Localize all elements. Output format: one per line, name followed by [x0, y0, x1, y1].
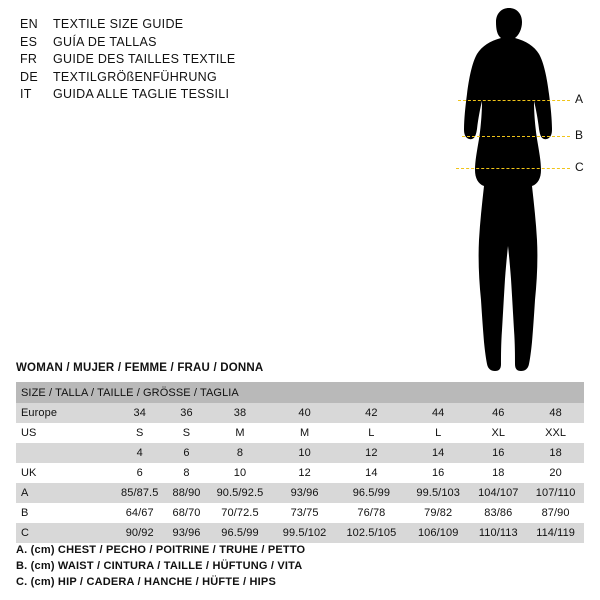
row-cell: 44 — [407, 403, 469, 423]
row-cell: 99.5/102 — [273, 523, 335, 543]
language-code: ES — [20, 34, 38, 49]
row-cell: 42 — [336, 403, 407, 423]
note-chest: A. (cm) CHEST / PECHO / POITRINE / TRUHE / PETTO — [16, 544, 306, 556]
table-caption: WOMAN / MUJER / FEMME / FRAU / DONNA — [16, 362, 264, 374]
row-cell: 93/96 — [166, 523, 206, 543]
table-header-row — [16, 382, 584, 403]
note-waist: B. (cm) WAIST / CINTURA / TAILLE / HÜFTUNG / VITA — [16, 560, 303, 572]
language-text: GUÍA DE TALLAS — [53, 34, 157, 49]
table-row — [16, 423, 584, 443]
language-row — [20, 86, 420, 104]
row-cell: 114/119 — [527, 523, 584, 543]
row-cell: L — [407, 423, 469, 443]
row-cell: 18 — [469, 463, 527, 483]
hip-measure-line — [456, 168, 570, 169]
language-text: GUIDE DES TAILLES TEXTILE — [53, 52, 236, 66]
row-cell: 14 — [336, 463, 407, 483]
row-cell: 36 — [166, 403, 206, 423]
language-text: TEXTILGRÖßENFÜHRUNG — [53, 69, 218, 84]
row-cell: 68/70 — [166, 503, 206, 523]
row-label — [16, 443, 113, 463]
row-cell: 12 — [336, 443, 407, 463]
row-cell: XXL — [527, 423, 584, 443]
row-cell: 34 — [113, 403, 166, 423]
table-row — [16, 443, 584, 463]
row-cell: M — [207, 423, 274, 443]
row-cell: 110/113 — [469, 523, 527, 543]
language-row — [20, 16, 420, 34]
row-label: Europe — [16, 403, 113, 423]
language-list — [20, 16, 420, 104]
row-cell: 10 — [273, 443, 335, 463]
language-code: FR — [20, 52, 38, 66]
row-cell: 6 — [113, 463, 166, 483]
row-cell: 73/75 — [273, 503, 335, 523]
row-cell: 20 — [527, 463, 584, 483]
note-hip: C. (cm) HIP / CADERA / HANCHE / HÜFTE / HIPS — [16, 576, 276, 588]
table-header-label: SIZE / TALLA / TAILLE / GRÖSSE / TAGLIA — [16, 382, 584, 403]
row-label: UK — [16, 463, 113, 483]
row-cell: 46 — [469, 403, 527, 423]
language-row — [20, 51, 420, 69]
language-row — [20, 69, 420, 87]
chest-measure-line — [458, 100, 570, 101]
row-cell: 99.5/103 — [407, 483, 469, 503]
row-cell: 96.5/99 — [207, 523, 274, 543]
language-code: DE — [20, 69, 38, 84]
silhouette-icon — [430, 8, 595, 373]
row-cell: 64/67 — [113, 503, 166, 523]
row-cell: S — [166, 423, 206, 443]
row-cell: 85/87.5 — [113, 483, 166, 503]
row-label: US — [16, 423, 113, 443]
row-cell: 90.5/92.5 — [207, 483, 274, 503]
row-cell: 88/90 — [166, 483, 206, 503]
row-cell: XL — [469, 423, 527, 443]
row-cell: 104/107 — [469, 483, 527, 503]
row-cell: 18 — [527, 443, 584, 463]
row-cell: 70/72.5 — [207, 503, 274, 523]
measurement-notes — [16, 542, 576, 590]
language-text: GUIDA ALLE TAGLIE TESSILI — [53, 87, 230, 101]
row-cell: 93/96 — [273, 483, 335, 503]
row-cell: S — [113, 423, 166, 443]
row-cell: 16 — [407, 463, 469, 483]
row-cell: 79/82 — [407, 503, 469, 523]
language-text: TEXTILE SIZE GUIDE — [53, 17, 184, 31]
waist-measure-label: B — [575, 128, 584, 142]
row-cell: 14 — [407, 443, 469, 463]
table-row — [16, 503, 584, 523]
table-row — [16, 523, 584, 543]
waist-measure-line — [462, 136, 570, 137]
row-cell: 83/86 — [469, 503, 527, 523]
row-cell: 107/110 — [527, 483, 584, 503]
language-code: IT — [20, 87, 32, 101]
row-cell: 4 — [113, 443, 166, 463]
table-row — [16, 403, 584, 423]
row-cell: 12 — [273, 463, 335, 483]
row-cell: 87/90 — [527, 503, 584, 523]
row-cell: 90/92 — [113, 523, 166, 543]
row-cell: 40 — [273, 403, 335, 423]
female-silhouette-figure — [430, 8, 595, 373]
row-label: C — [16, 523, 113, 543]
table-row — [16, 463, 584, 483]
row-cell: 8 — [166, 463, 206, 483]
row-cell: 38 — [207, 403, 274, 423]
row-cell: 106/109 — [407, 523, 469, 543]
row-label: B — [16, 503, 113, 523]
row-label: A — [16, 483, 113, 503]
row-cell: 76/78 — [336, 503, 407, 523]
language-code: EN — [20, 17, 38, 31]
hip-measure-label: C — [575, 160, 584, 174]
row-cell: 8 — [207, 443, 274, 463]
size-table — [16, 382, 584, 543]
row-cell: 48 — [527, 403, 584, 423]
language-row — [20, 34, 420, 52]
row-cell: 102.5/105 — [336, 523, 407, 543]
row-cell: 96.5/99 — [336, 483, 407, 503]
row-cell: 16 — [469, 443, 527, 463]
row-cell: M — [273, 423, 335, 443]
row-cell: 6 — [166, 443, 206, 463]
row-cell: 10 — [207, 463, 274, 483]
row-cell: L — [336, 423, 407, 443]
table-row — [16, 483, 584, 503]
chest-measure-label: A — [575, 92, 584, 106]
